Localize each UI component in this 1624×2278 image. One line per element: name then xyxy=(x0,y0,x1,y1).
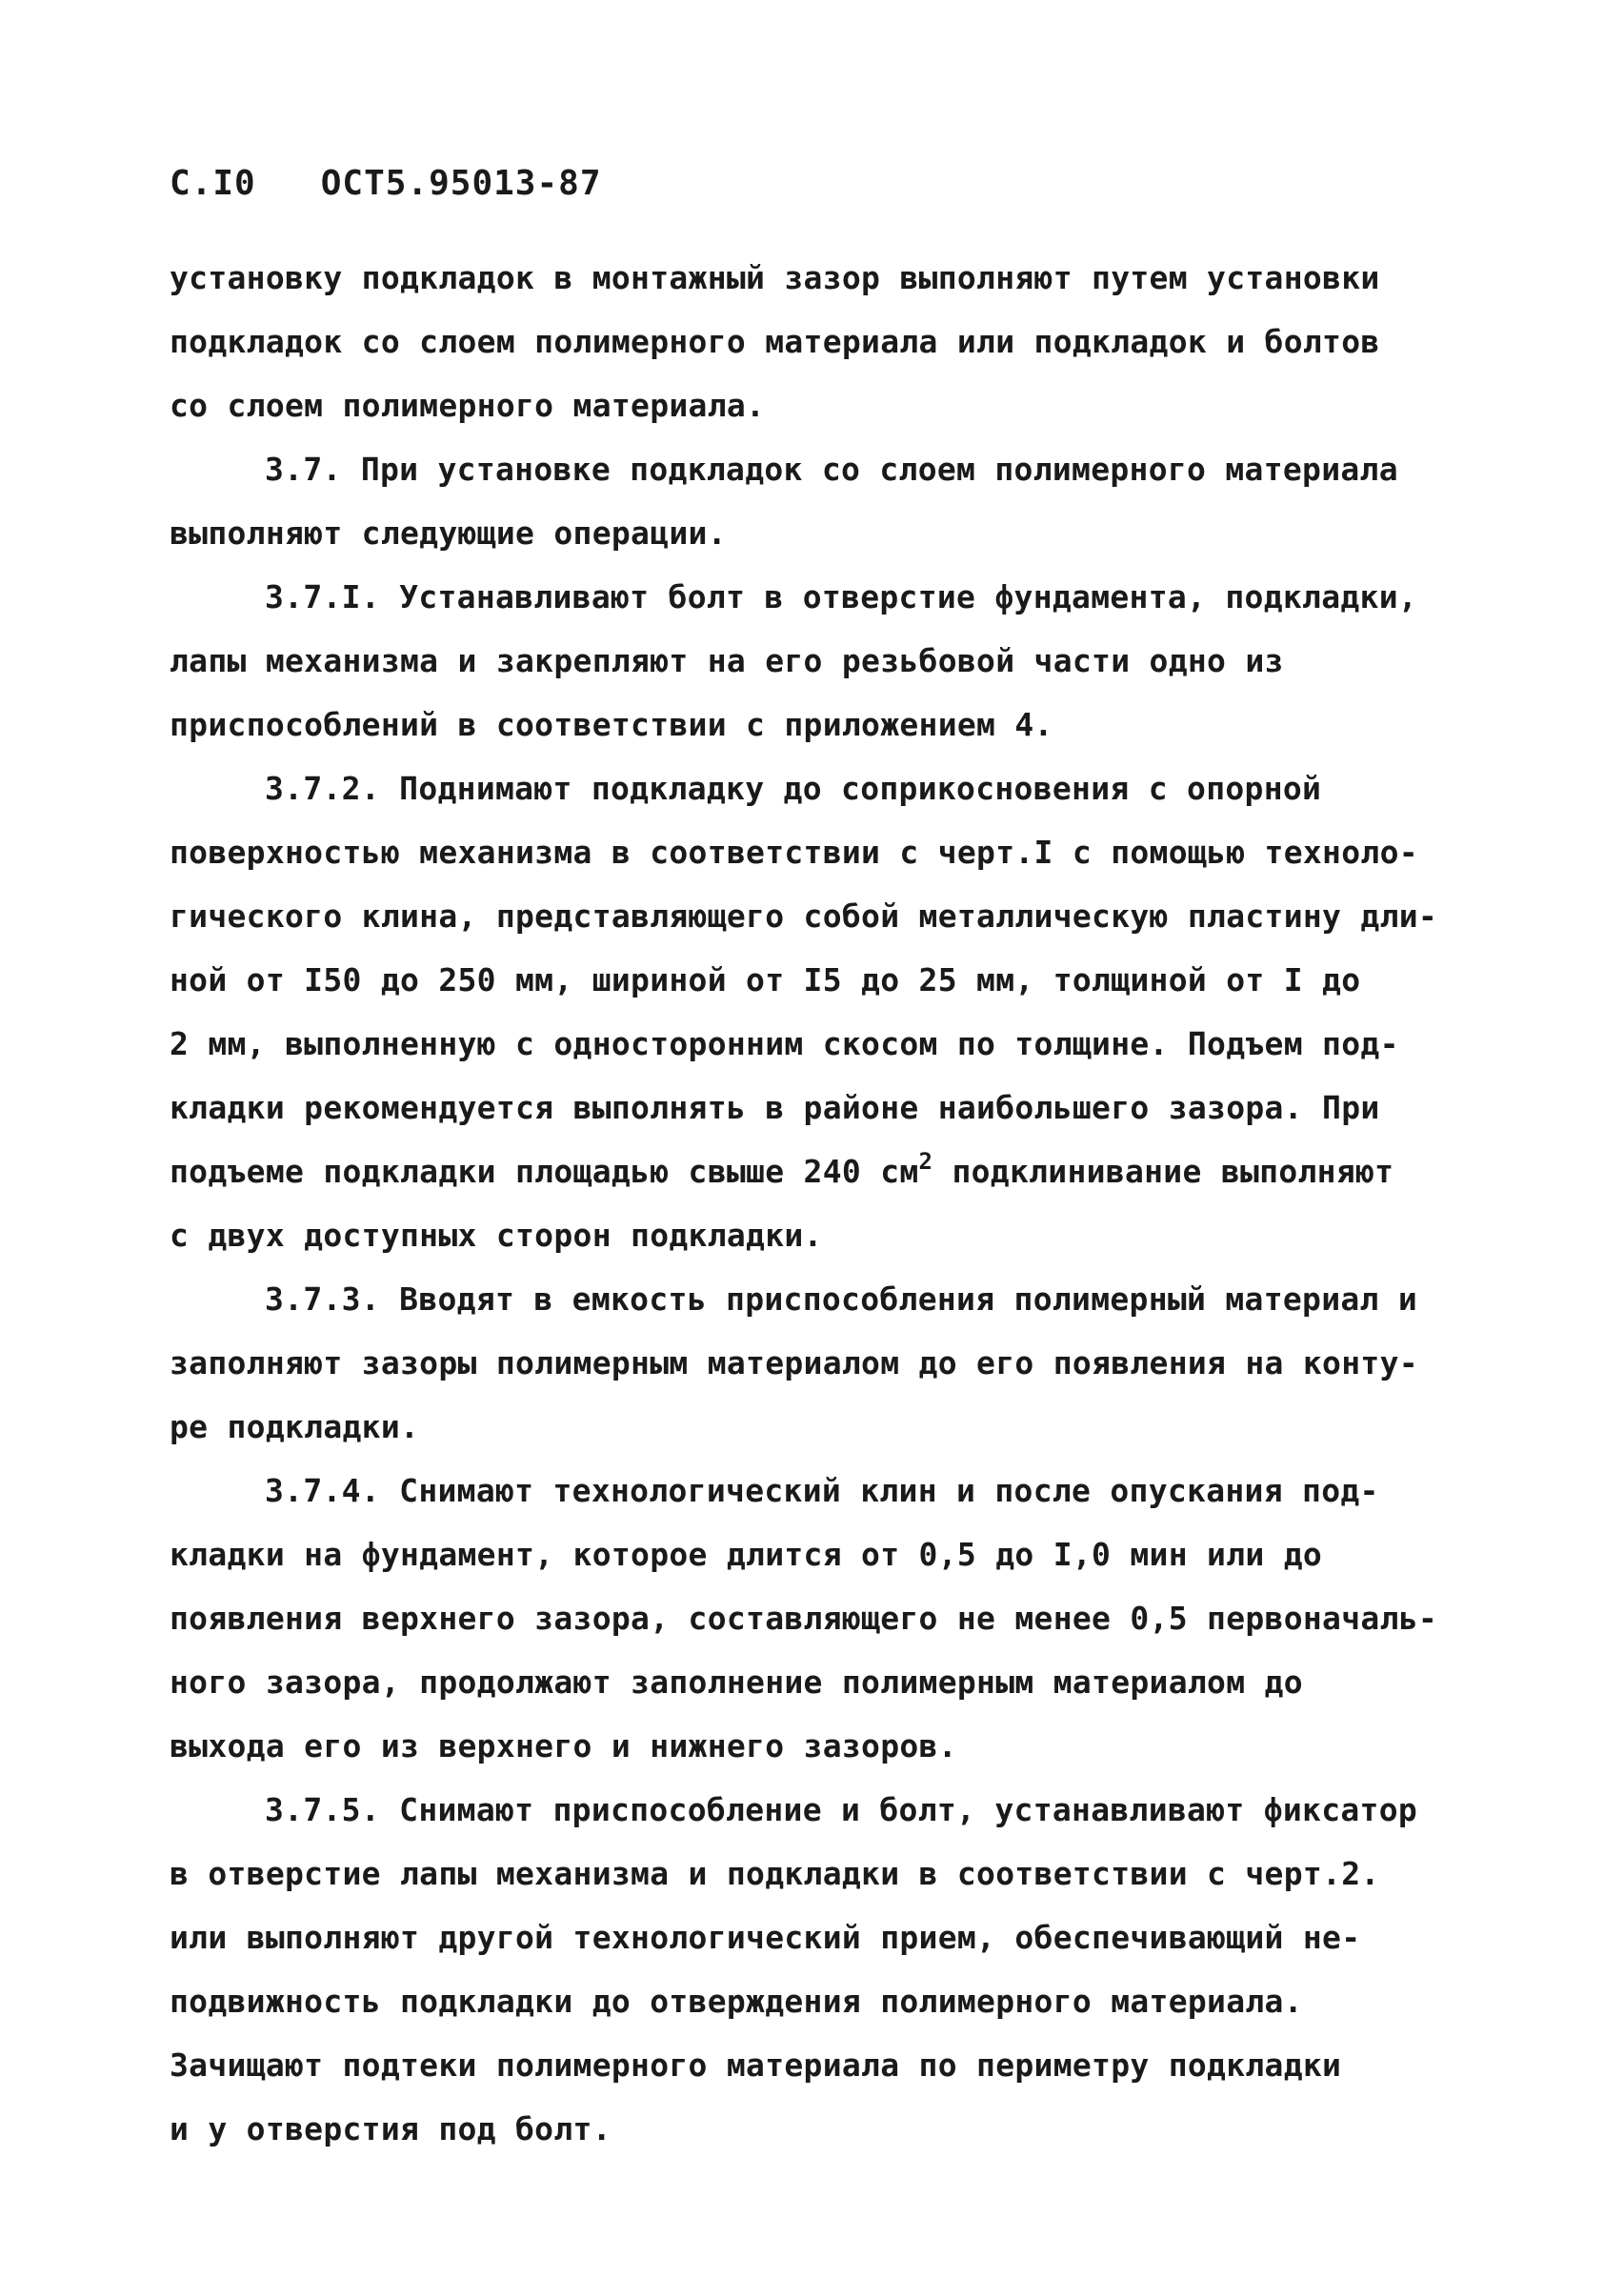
superscript: 2 xyxy=(918,1148,933,1175)
standard-number: ОСТ5.95013-87 xyxy=(320,164,602,203)
text-line: лапы механизма и закрепляют на его резьбовой части одно из xyxy=(170,642,1284,679)
text-line: 2 мм, выполненную с односторонним скосом по толщине. Подъем под- xyxy=(170,1025,1399,1062)
text-line: приспособлений в соответствии с приложением 4. xyxy=(170,706,1053,743)
text-line: подвижность подкладки до отверждения полимерного материала. xyxy=(170,1983,1303,2020)
text-line: появления верхнего зазора, составляющего не менее 0,5 первоначаль- xyxy=(170,1600,1438,1637)
text-line: подкладок со слоем полимерного материала или подкладок и болтов xyxy=(170,323,1380,360)
paragraph-3-7-5: 3.7.5. Снимают приспособление и болт, устанавливают фиксатор xyxy=(265,1791,1418,1828)
paragraph-3-7-2: 3.7.2. Поднимают подкладку до соприкосновения с опорной xyxy=(265,770,1322,807)
text-line: ной от I50 до 250 мм, шириной от I5 до 25 мм, толщиной от I до xyxy=(170,961,1361,998)
page-header xyxy=(170,164,602,203)
text-segment: подклинивание выполняют xyxy=(932,1153,1394,1190)
text-line: ного зазора, продолжают заполнение полимерным материалом до xyxy=(170,1663,1303,1701)
text-line: гического клина, представляющего собой металлическую пластину дли- xyxy=(170,897,1438,935)
text-segment: подъеме подкладки площадью свыше 240 см xyxy=(170,1153,919,1190)
body-text xyxy=(170,246,1484,2161)
paragraph-3-7-1: 3.7.I. Устанавливают болт в отверстие фундамента, подкладки, xyxy=(265,578,1418,615)
paragraph-3-7: 3.7. При установке подкладок со слоем полимерного материала xyxy=(265,451,1398,488)
text-line: с двух доступных сторон подкладки. xyxy=(170,1217,823,1254)
text-line: Зачищают подтеки полимерного материала по периметру подкладки xyxy=(170,2046,1342,2084)
text-line: установку подкладок в монтажный зазор выполняют путем установки xyxy=(170,259,1380,296)
paragraph-3-7-3: 3.7.3. Вводят в емкость приспособления полимерный материал и xyxy=(265,1280,1418,1318)
text-line: кладки на фундамент, которое длится от 0,5 до I,0 мин или до xyxy=(170,1536,1323,1573)
text-line: со слоем полимерного материала. xyxy=(170,387,766,424)
text-line: и у отверстия под болт. xyxy=(170,2110,612,2147)
text-line: заполняют зазоры полимерным материалом до его появления на конту- xyxy=(170,1344,1418,1381)
text-line: ре подкладки. xyxy=(170,1408,420,1445)
text-line: или выполняют другой технологический прием, обеспечивающий не- xyxy=(170,1919,1361,1956)
text-line: кладки рекомендуется выполнять в районе наибольшего зазора. При xyxy=(170,1089,1380,1126)
text-line: выполняют следующие операции. xyxy=(170,514,727,552)
text-line: поверхностью механизма в соответствии с черт.I с помощью техноло- xyxy=(170,834,1418,871)
page-number: С.I0 xyxy=(170,164,256,203)
text-line-with-superscript xyxy=(170,1139,1484,1203)
text-line: в отверстие лапы механизма и подкладки в соответствии с черт.2. xyxy=(170,1855,1380,1892)
text-line: выхода его из верхнего и нижнего зазоров. xyxy=(170,1727,957,1764)
paragraph-3-7-4: 3.7.4. Снимают технологический клин и после опускания под- xyxy=(265,1472,1379,1509)
